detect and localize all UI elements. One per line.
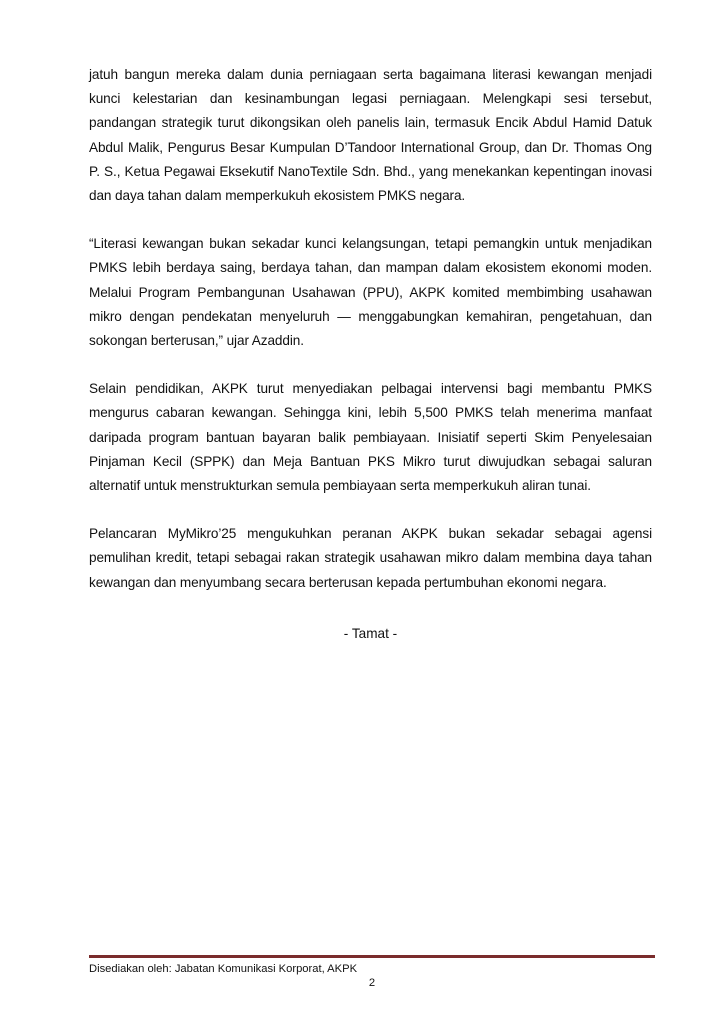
footer-prepared-by: Disediakan oleh: Jabatan Komunikasi Korporat, AKPK	[89, 963, 358, 975]
footer-divider	[89, 955, 655, 958]
end-marker: - Tamat -	[343, 626, 398, 641]
page-number: 2	[368, 977, 376, 989]
document-body	[89, 63, 652, 619]
quote-paragraph: “Literasi kewangan bukan sekadar kunci kelangsungan, tetapi pemangkin untuk menjadikan PMKS lebih berdaya saing, berdaya tahan, dan mampan dalam ekosistem ekonomi moden. Melalui Program Pembangunan Usahawan (PPU), AKPK komited membimbing usahawan mikro dengan pendekatan menyeluruh — menggabungkan kemahiran, pengetahuan, dan sokongan berterusan,” ujar Azaddin.	[89, 236, 652, 349]
body-paragraph: Pelancaran MyMikro’25 mengukuhkan peranan AKPK bukan sekadar sebagai agensi pemulihan kredit, tetapi sebagai rakan strategik usahawan mikro dalam membina daya tahan kewangan dan menyumbang secara berterusan kepada pertumbuhan ekonomi negara.	[89, 526, 652, 590]
body-paragraph: Selain pendidikan, AKPK turut menyediakan pelbagai intervensi bagi membantu PMKS mengurus cabaran kewangan. Sehingga kini, lebih 5,500 PMKS telah menerima manfaat daripada program bantuan bayaran balik pembiayaan. Inisiatif seperti Skim Penyelesaian Pinjaman Kecil (SPPK) dan Meja Bantuan PKS Mikro turut diwujudkan sebagai saluran alternatif untuk menstrukturkan semula pembiayaan serta memperkukuh aliran tunai.	[89, 381, 652, 494]
body-paragraph: jatuh bangun mereka dalam dunia perniagaan serta bagaimana literasi kewangan menjadi kunci kelestarian dan kesinambungan legasi perniagaan. Melengkapi sesi tersebut, pandangan strategik turut dikongsikan oleh panelis lain, termasuk Encik Abdul Hamid Datuk Abdul Malik, Pengurus Besar Kumpulan D’Tandoor International Group, dan Dr. Thomas Ong P. S., Ketua Pegawai Eksekutif NanoTextile Sdn. Bhd., yang menekankan kepentingan inovasi dan daya tahan dalam memperkukuh ekosistem PMKS negara.	[89, 67, 652, 204]
